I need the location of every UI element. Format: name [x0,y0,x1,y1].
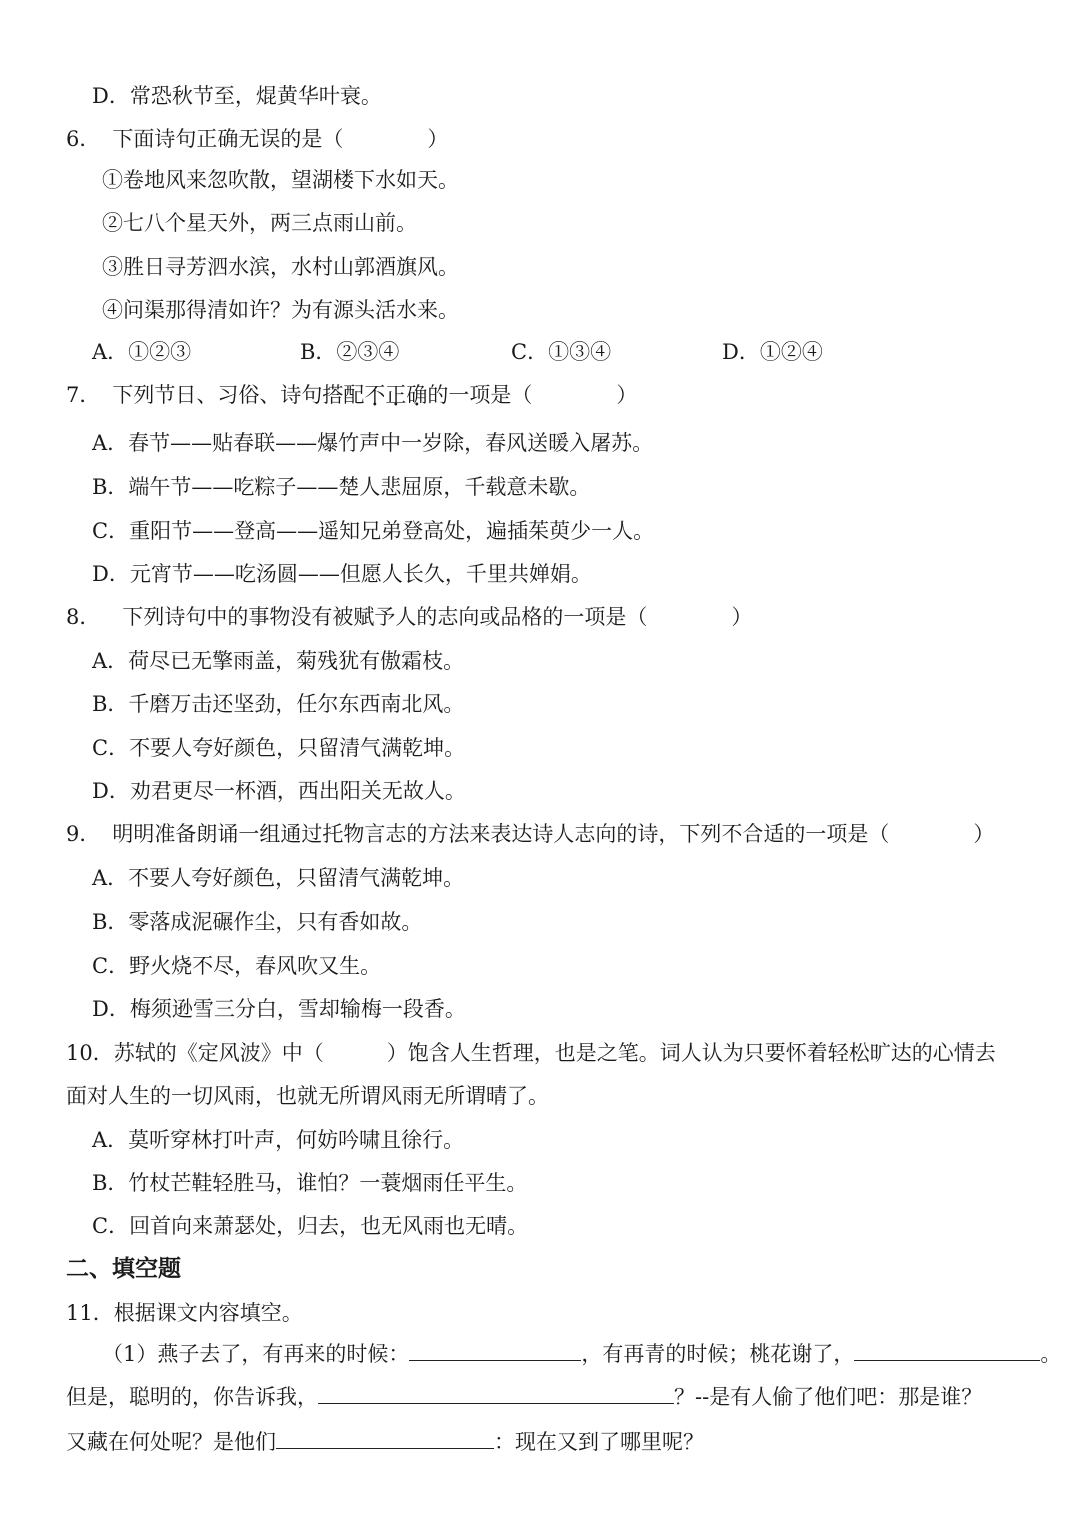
q6-options [0,339,1080,365]
fill-blank-2[interactable] [854,1340,1040,1361]
q11-text-1b: ，有再青的时候；桃花谢了， [581,1342,855,1366]
q9-number: 9． [66,822,101,846]
q7-emphasis-char-3: 确 [406,383,428,407]
q8-option-d: D．劝君更尽一杯酒，西出阳关无故人。 [92,779,466,803]
q11-line-2 [66,1383,982,1410]
q11-text-3a: 又藏在何处呢？是他们 [66,1430,276,1454]
q6-stem-text: 下面诗句正确无误的是（ ） [112,127,449,151]
q11-line-1 [102,1340,1061,1367]
q6-option-d: D．①②④ [722,340,823,364]
q7-stem-text-a: 下列节日、习俗、诗句搭配 [112,383,365,407]
q6-option-c: C．①③④ [511,340,612,364]
q7-emphasis-char-2: 正 [385,383,407,407]
q7-stem [66,382,637,408]
q6-number: 6． [66,127,101,151]
fill-blank-4[interactable] [276,1428,494,1449]
q9-option-a: A．不要人夸好颜色，只留清气满乾坤。 [92,866,465,890]
q7-option-a: A．春节——贴春联——爆竹声中一岁除，春风送暖入屠苏。 [92,431,654,455]
q11-text-1c: 。 [1040,1342,1062,1366]
q9-option-d: D．梅须逊雪三分白，雪却输梅一段香。 [92,997,466,1021]
q8-stem [66,604,752,630]
q7-option-b: B．端午节——吃粽子——楚人悲屈原，千载意未歇。 [92,475,591,499]
section-heading: 二、填空题 [66,1256,181,1282]
fill-blank-3[interactable] [318,1383,674,1404]
q6-item-4: ④问渠那得清如许？为有源头活水来。 [102,298,459,322]
q6-item-1: ①卷地风来忽吹散，望湖楼下水如天。 [102,168,459,192]
q8-option-a: A．荷尽已无擎雨盖，菊残犹有傲霜枝。 [92,649,465,673]
q8-option-c: C．不要人夸好颜色，只留清气满乾坤。 [92,736,466,760]
q11-text-3b: ：现在又到了哪里呢？ [494,1430,704,1454]
q9-stem [66,821,994,847]
q7-stem-text-b: 的一项是（ ） [427,383,638,407]
q6-item-3: ③胜日寻芳泗水滨，水村山郭酒旗风。 [102,255,459,279]
q10-option-a: A．莫听穿林打叶声，何妨吟啸且徐行。 [92,1128,465,1152]
q6-item-2: ②七八个星天外，两三点雨山前。 [102,211,417,235]
q11-text-2a: 但是，聪明的，你告诉我， [66,1385,318,1409]
q7-option-d: D．元宵节——吃汤圆——但愿人长久，千里共婵娟。 [92,562,592,586]
q7-option-c: C．重阳节——登高——遥知兄弟登高处，遍插茱萸少一人。 [92,519,655,543]
q11-stem: 11．根据课文内容填空。 [66,1301,303,1325]
q11-text-2b: ？--是有人偷了他们吧：那是谁？ [674,1385,983,1409]
q10-stem-line-2: 面对人生的一切风雨，也就无所谓风雨无所谓晴了。 [66,1084,549,1108]
q10-option-c: C．回首向来萧瑟处，归去，也无风雨也无晴。 [92,1214,529,1238]
q6-option-a: A．①②③ [92,340,192,364]
q9-option-c: C．野火烧不尽，春风吹又生。 [92,954,382,978]
q11-text-1a: （1）燕子去了，有再来的时候： [102,1342,410,1366]
q7-emphasis-char-1: 不 [364,383,386,407]
q8-number: 8． [66,605,101,629]
q10-option-b: B．竹杖芒鞋轻胜马，谁怕？一蓑烟雨任平生。 [92,1171,528,1195]
q9-option-b: B．零落成泥碾作尘，只有香如故。 [92,910,423,934]
q10-stem-line-1: 10．苏轼的《定风波》中（ ）饱含人生哲理，也是之笔。词人认为只要怀着轻松旷达的心情去 [66,1041,996,1065]
q5-option-d: D．常恐秋节至，焜黄华叶衰。 [92,84,382,108]
q8-stem-text: 下列诗句中的事物没有被赋予人的志向或品格的一项是（ ） [122,605,753,629]
q6-stem [66,126,448,152]
q7-number: 7． [66,383,101,407]
q6-option-b: B．②③④ [300,340,400,364]
fill-blank-1[interactable] [409,1340,581,1361]
q11-line-3 [66,1428,704,1455]
q9-stem-text: 明明准备朗诵一组通过托物言志的方法来表达诗人志向的诗，下列不合适的一项是（ ） [112,822,995,846]
q8-option-b: B．千磨万击还坚劲，任尔东西南北风。 [92,692,465,716]
